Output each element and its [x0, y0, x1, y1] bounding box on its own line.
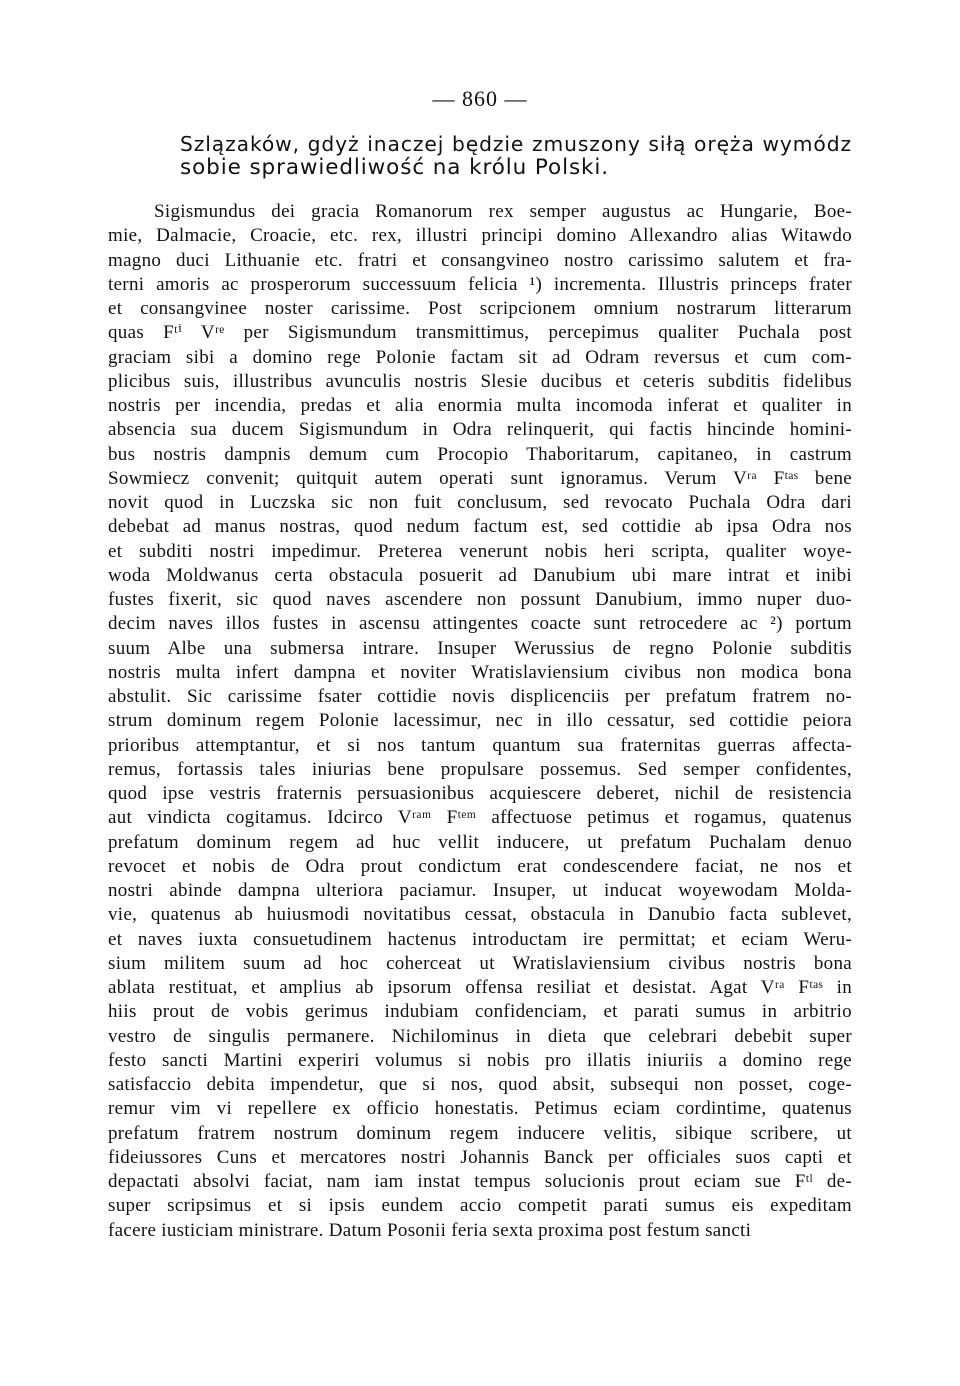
letter-line: revocet et nobis de Odra prout condictum erat condescendere faciat, ne nos et — [108, 855, 852, 877]
letter-line: facere iusticiam ministrare. Datum Posonii feria sexta proxima post festum sancti — [108, 1219, 752, 1241]
letter-line: remus, fortassis tales iniurias bene propulsare possemus. Sed semper confidentes, — [108, 758, 852, 780]
page-number: — 860 — — [432, 86, 528, 111]
document-summary — [180, 132, 852, 180]
letter-line: bus nostris dampnis demum cum Procopio Thaboritarum, capitaneo, in castrum — [108, 443, 852, 465]
letter-line: satisfaccio debita impendetur, que si nos, quod absit, subsequi non posset, coge- — [108, 1074, 852, 1095]
letter-line: et consangvinee noster carissime. Post scripcionem omnium nostrarum litterarum — [108, 298, 852, 319]
letter-line: graciam sibi a domino rege Polonie factam sit ad Odram reversus et cum com- — [108, 346, 852, 368]
letter-line: terni amoris ac prosperorum successuum felicia ¹) incrementa. Illustris princeps frater — [108, 273, 852, 295]
letter-line: aut vindicta cogitamus. Idcirco Vʳᵃᵐ Fᵗᵉᵐ affectuose petimus et rogamus, quatenus — [108, 807, 852, 829]
letter-line: strum dominum regem Polonie lacessimur, nec in illo cessatur, sed cottidie peiora — [108, 710, 852, 732]
letter-line: vie, quatenus ab huiusmodi novitatibus cessat, obstacula in Danubio facta sublevet, — [108, 904, 852, 926]
letter-line: hiis prout de vobis gerimus indubiam confidenciam, et parati sumus in arbitrio — [108, 1001, 852, 1023]
letter-line: nostri abinde dampna ulteriora paciamur. Insuper, ut inducat woyewodam Molda- — [108, 880, 852, 901]
letter-line: nostris per incendia, predas et alia enormia multa incomoda inferat et qualiter in — [108, 395, 852, 416]
letter-line: magno duci Lithuanie etc. fratri et consangvineo nostro carissimo salutem et fra- — [108, 249, 852, 271]
letter-line: suum Albe una submersa intrare. Insuper Werussius de regno Polonie subditis — [108, 637, 852, 659]
letter-line: ablata restituat, et amplius ab ipsorum offensa resiliat et desistat. Agat Vʳᵃ Fᵗᵃˢ in — [108, 977, 852, 998]
letter-line: prefatum fratrem nostrum dominum regem inducere velitis, sibique scribere, ut — [108, 1122, 852, 1144]
letter-line: Sowmiecz convenit; quitquit autem operati sunt ignoramus. Verum Vʳᵃ Fᵗᵃˢ bene — [108, 467, 852, 489]
summary-line: Szlązaków, gdyż inaczej będzie zmuszony siłą oręża wymódz — [180, 132, 852, 156]
letter-line: remur vim vi repellere ex officio honestatis. Petimus eciam cordintime, quatenus — [108, 1098, 852, 1120]
letter-line: quod ipse vestris fraternis persuasionibus acquiescere deberet, nichil de resistencia — [108, 783, 852, 804]
letter-line: plicibus suis, illustribus avunculis nostris Slesie ducibus et ceteris subditis fidelibus — [108, 370, 852, 392]
letter-line: fideiussores Cuns et mercatores nostri Johannis Banck per officiales suos capti et — [108, 1146, 852, 1168]
letter-line: novit quod in Luczska sic non fuit conclusum, sed revocato Puchala Odra dari — [108, 492, 852, 513]
letter-body — [108, 200, 852, 1243]
letter-line: prioribus attemptantur, et si nos tantum quantum sua fraternitas guerras affecta- — [108, 734, 852, 756]
letter-line: et naves iuxta consuetudinem hactenus introductam ire permittat; et eciam Weru- — [108, 928, 852, 950]
letter-line: festo sancti Martini experiri volumus si nobis pro illatis iniuriis a domino rege — [108, 1049, 852, 1071]
letter-line: debebat ad manus nostras, quod nedum factum est, sed cottidie ab ipsa Odra nos — [108, 516, 852, 538]
letter-line: fustes fixerit, sic quod naves ascendere non possunt Danubium, immo nuper duo- — [108, 589, 852, 610]
summary-line: sobie sprawiedliwość na królu Polski. — [180, 155, 610, 180]
letter-line: vestro de singulis permanere. Nichilominus in dieta que celebrari debebit super — [108, 1025, 852, 1047]
letter-line: sium militem suum ad hoc coherceat ut Wratislaviensium civibus nostris bona — [108, 952, 852, 974]
letter-line: woda Moldwanus certa obstacula posuerit ad Danubium ubi mare intrat et inibi — [108, 564, 852, 586]
letter-line: prefatum dominum regem ad huc vellit inducere, ut prefatum Puchalam denuo — [108, 831, 852, 853]
letter-line: absencia sua ducem Sigismundum in Odra relinquerit, qui factis hincinde homini- — [108, 419, 852, 441]
letter-line: abstulit. Sic carissime fsater cottidie novis displicenciis per prefatum fratrem no- — [108, 686, 852, 707]
letter-line: Sigismundus dei gracia Romanorum rex semper augustus ac Hungarie, Boe- — [154, 201, 852, 222]
letter-line: et subditi nostri impedimur. Preterea venerunt nobis heri scripta, qualiter woye- — [108, 540, 852, 562]
letter-line: depactati absolvi faciat, nam iam instat tempus solucionis prout eciam sue Fᵗˡ de- — [108, 1171, 852, 1192]
letter-line: mie, Dalmacie, Croacie, etc. rex, illustri principi domino Allexandro alias Witawdo — [108, 225, 852, 247]
letter-line: nostris multa infert dampna et noviter Wratislaviensium civibus non modica bona — [108, 661, 852, 683]
letter-line: super scripsimus et si ipsis eundem accio competit parati sumus eis expeditam — [108, 1195, 852, 1217]
letter-line: quas Fᵗⁱ Vʳᵉ per Sigismundum transmittimus, percepimus qualiter Puchala post — [108, 322, 852, 344]
letter-line: decim naves illos fustes in ascensu attingentes coacte sunt retrocedere ac ²) portum — [108, 613, 852, 635]
